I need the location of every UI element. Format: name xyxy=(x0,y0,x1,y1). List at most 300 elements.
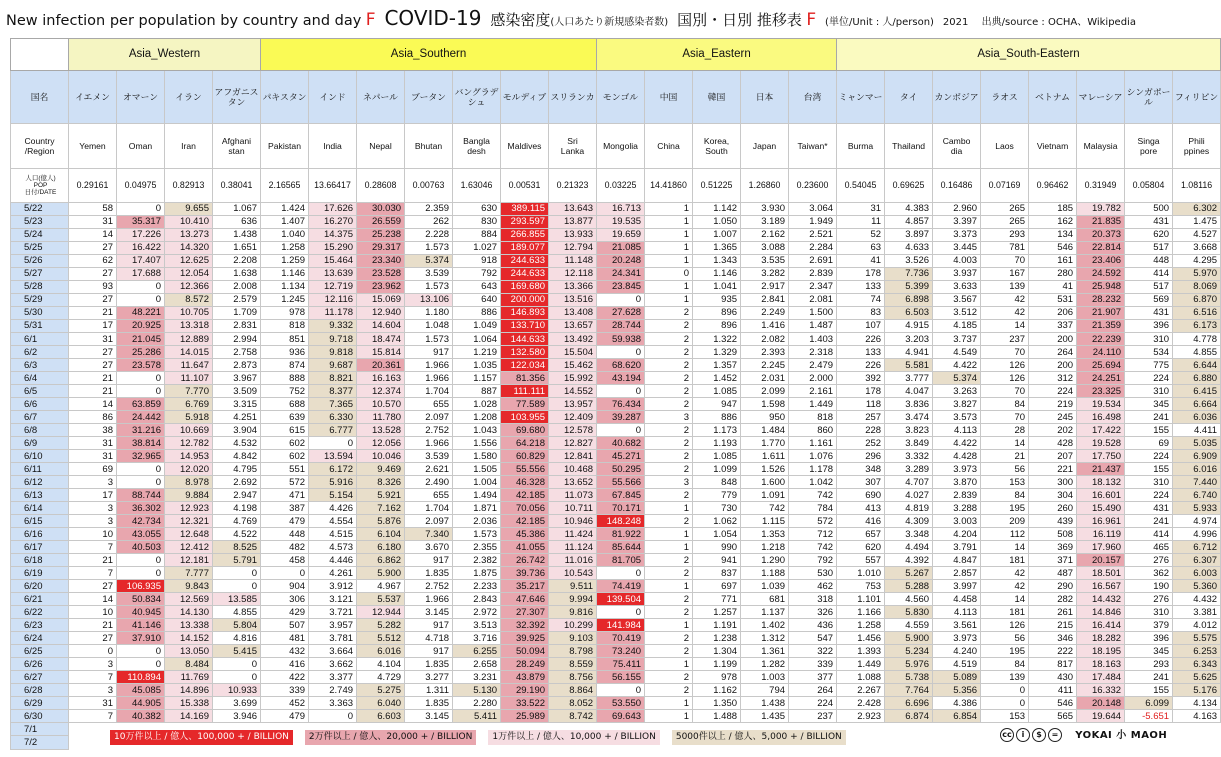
value-cell: 479 xyxy=(261,710,309,723)
value-cell: 1.835 xyxy=(405,658,453,671)
value-cell: 10 xyxy=(69,528,117,541)
value-cell: 1.598 xyxy=(741,398,789,411)
value-cell: 6.603 xyxy=(357,710,405,723)
value-cell: 21 xyxy=(69,619,117,632)
region-header-row xyxy=(11,39,1221,71)
country-jp-name: バングラデシュ xyxy=(453,71,501,124)
value-cell: 1.238 xyxy=(693,632,741,645)
value-cell: 5.234 xyxy=(885,645,933,658)
value-cell: 153 xyxy=(981,710,1029,723)
value-cell: 2.228 xyxy=(405,228,453,241)
value-cell: 2.031 xyxy=(741,372,789,385)
value-cell: 4.386 xyxy=(933,697,981,710)
value-cell: 178 xyxy=(837,267,885,280)
value-cell: 1.573 xyxy=(453,528,501,541)
value-cell: 1.048 xyxy=(405,319,453,332)
value-cell: 1.949 xyxy=(789,215,837,228)
value-cell: 1.208 xyxy=(453,411,501,424)
value-cell: 9.655 xyxy=(165,202,213,215)
value-cell: 36.302 xyxy=(117,502,165,515)
value-cell: 2.621 xyxy=(405,463,453,476)
value-cell: 6.253 xyxy=(1173,645,1221,658)
value-cell: 81.922 xyxy=(597,528,645,541)
value-cell: 7 xyxy=(69,671,117,684)
value-cell: 2.839 xyxy=(789,267,837,280)
value-cell: 5.411 xyxy=(453,710,501,723)
value-cell: 636 xyxy=(213,215,261,228)
value-cell: 2.839 xyxy=(933,489,981,502)
value-cell: 9.994 xyxy=(549,593,597,606)
nc-icon: $ xyxy=(1032,728,1046,742)
value-cell: 1.357 xyxy=(693,359,741,372)
value-cell: 3.539 xyxy=(405,267,453,280)
value-cell: 4.163 xyxy=(1173,710,1221,723)
value-cell: 20.157 xyxy=(1077,554,1125,567)
value-cell: 752 xyxy=(261,385,309,398)
value-cell: 2.099 xyxy=(741,385,789,398)
value-cell: 59.938 xyxy=(597,333,645,346)
value-cell: 3.957 xyxy=(309,619,357,632)
title-unit: (単位/Unit : 人/person) xyxy=(825,17,934,28)
country-en-name: Bhutan xyxy=(405,123,453,168)
value-cell: 1.343 xyxy=(693,254,741,267)
value-cell: 0 xyxy=(645,267,693,280)
value-cell: 0 xyxy=(309,710,357,723)
value-cell: 2.081 xyxy=(789,293,837,306)
value-cell: 296 xyxy=(837,450,885,463)
value-cell: 67.845 xyxy=(597,489,645,502)
value-cell: 224 xyxy=(1029,385,1077,398)
date-cell: 6/27 xyxy=(11,671,69,684)
value-cell: 462 xyxy=(789,580,837,593)
date-cell: 5/26 xyxy=(11,254,69,267)
table-row xyxy=(11,372,1221,385)
value-cell: 37.910 xyxy=(117,632,165,645)
value-cell: 547 xyxy=(789,632,837,645)
value-cell: 1.402 xyxy=(741,619,789,632)
value-cell: 377 xyxy=(789,671,837,684)
value-cell: 2 xyxy=(645,606,693,619)
value-cell: 40.682 xyxy=(597,437,645,450)
value-cell: 32.965 xyxy=(117,450,165,463)
value-cell: 5.267 xyxy=(885,567,933,580)
value-cell: 2.233 xyxy=(453,580,501,593)
value-cell: 293 xyxy=(981,228,1029,241)
value-cell: 14 xyxy=(981,319,1029,332)
value-cell: 886 xyxy=(693,411,741,424)
date-cell: 6/17 xyxy=(11,541,69,554)
value-cell: 1.638 xyxy=(213,267,261,280)
value-cell: 17.422 xyxy=(1077,424,1125,437)
value-cell: 185 xyxy=(1029,202,1077,215)
value-cell: 221 xyxy=(1029,463,1077,476)
value-cell: 241 xyxy=(1125,671,1173,684)
value-cell: 1.064 xyxy=(453,333,501,346)
value-cell: 1.438 xyxy=(213,228,261,241)
value-cell: 3.567 xyxy=(933,293,981,306)
value-cell: 3.670 xyxy=(405,541,453,554)
value-cell: 6.307 xyxy=(1173,554,1221,567)
value-cell: 13.528 xyxy=(357,424,405,437)
value-cell: 13.366 xyxy=(549,280,597,293)
value-cell: 3.561 xyxy=(933,619,981,632)
value-cell: 11.178 xyxy=(309,306,357,319)
country-en-name: Taiwan* xyxy=(789,123,837,168)
value-cell: 10.299 xyxy=(549,619,597,632)
population-corner-label: 人口(億人) POP 日付/DATE xyxy=(24,175,57,197)
value-cell: 1.365 xyxy=(693,241,741,254)
value-cell: 5.288 xyxy=(885,580,933,593)
value-cell: 1.101 xyxy=(837,593,885,606)
date-cell: 5/25 xyxy=(11,241,69,254)
value-cell: 15.814 xyxy=(357,346,405,359)
country-jp-name: スリランカ xyxy=(549,71,597,124)
value-cell: 40.382 xyxy=(117,710,165,723)
value-cell: 5.512 xyxy=(357,632,405,645)
value-cell: 0 xyxy=(69,645,117,658)
value-cell: 27 xyxy=(69,359,117,372)
value-cell: 195 xyxy=(981,502,1029,515)
value-cell: 11.647 xyxy=(165,359,213,372)
value-cell: 2.036 xyxy=(453,515,501,528)
country-jp-name: ネパール xyxy=(357,71,405,124)
value-cell: 3.526 xyxy=(885,254,933,267)
value-cell: 0 xyxy=(261,567,309,580)
value-cell: 8.559 xyxy=(549,658,597,671)
value-cell: 4.522 xyxy=(213,528,261,541)
value-cell: 28.744 xyxy=(597,319,645,332)
value-cell: 10.468 xyxy=(549,463,597,476)
value-cell: 837 xyxy=(693,567,741,580)
value-cell: 436 xyxy=(789,619,837,632)
value-cell: 12.794 xyxy=(549,241,597,254)
value-cell: 655 xyxy=(405,398,453,411)
value-cell: 110.894 xyxy=(117,671,165,684)
table-row xyxy=(11,424,1221,437)
value-cell: 155 xyxy=(1125,463,1173,476)
value-cell: 0 xyxy=(117,476,165,489)
license-area xyxy=(1000,726,1167,746)
value-cell: 13.657 xyxy=(549,319,597,332)
country-en-name: Afghani stan xyxy=(213,123,261,168)
value-cell: 2.758 xyxy=(213,346,261,359)
value-cell: 3.397 xyxy=(933,215,981,228)
value-cell: 3.348 xyxy=(885,528,933,541)
value-cell: 9.843 xyxy=(165,580,213,593)
country-en-name: Pakistan xyxy=(261,123,309,168)
table-row xyxy=(11,515,1221,528)
value-cell: 12.118 xyxy=(549,267,597,280)
value-cell: 14.375 xyxy=(309,228,357,241)
value-cell: 73.240 xyxy=(597,645,645,658)
value-cell: 12.625 xyxy=(165,254,213,267)
table-row xyxy=(11,202,1221,215)
value-cell: 1.494 xyxy=(453,489,501,502)
value-cell: 0 xyxy=(213,671,261,684)
value-cell: 293 xyxy=(1125,658,1173,671)
value-cell: 1 xyxy=(645,619,693,632)
value-cell: 6.255 xyxy=(453,645,501,658)
date-cell: 6/2 xyxy=(11,346,69,359)
value-cell: 60.829 xyxy=(501,450,549,463)
value-cell: 6.664 xyxy=(1173,398,1221,411)
value-cell: 206 xyxy=(1029,306,1077,319)
population-value: 0.00531 xyxy=(501,169,549,202)
value-cell: 86 xyxy=(69,411,117,424)
value-cell: 339 xyxy=(261,684,309,697)
value-cell: 792 xyxy=(453,267,501,280)
table-row xyxy=(11,228,1221,241)
value-cell: 1.449 xyxy=(789,398,837,411)
value-cell: 2.382 xyxy=(453,554,501,567)
value-cell: 14 xyxy=(981,593,1029,606)
value-cell: 2.857 xyxy=(933,567,981,580)
value-cell: 31 xyxy=(69,333,117,346)
value-cell: 771 xyxy=(693,593,741,606)
value-cell: 8.756 xyxy=(549,671,597,684)
value-cell: 950 xyxy=(741,411,789,424)
table-row xyxy=(11,306,1221,319)
value-cell: 0 xyxy=(597,293,645,306)
country-en-name: Sri Lanka xyxy=(549,123,597,168)
value-cell: 4.240 xyxy=(933,645,981,658)
value-cell: 6.777 xyxy=(309,424,357,437)
value-cell: 1.099 xyxy=(693,463,741,476)
value-cell: 1.403 xyxy=(789,333,837,346)
title-f2: F xyxy=(806,10,817,30)
value-cell: 346 xyxy=(1029,632,1077,645)
value-cell: 12.841 xyxy=(549,450,597,463)
value-cell: 153 xyxy=(981,476,1029,489)
title-source: 出典/source : OCHA、Wikipedia xyxy=(981,17,1136,28)
value-cell: 15.290 xyxy=(309,241,357,254)
value-cell: 293.597 xyxy=(501,215,549,228)
value-cell: 4.422 xyxy=(933,437,981,450)
value-cell: 0 xyxy=(981,697,1029,710)
legend-item: 1万件以上 / 億人、10,000 + / BILLION xyxy=(488,730,659,745)
date-cell: 6/12 xyxy=(11,476,69,489)
value-cell: 42 xyxy=(981,293,1029,306)
value-cell: 2 xyxy=(645,593,693,606)
value-cell: 1.161 xyxy=(789,437,837,450)
value-cell: 430 xyxy=(1029,671,1077,684)
value-cell: 416 xyxy=(837,515,885,528)
value-cell: 5.130 xyxy=(453,684,501,697)
value-cell: 1.157 xyxy=(453,372,501,385)
value-cell: 2.873 xyxy=(213,359,261,372)
value-cell: 3.363 xyxy=(309,697,357,710)
value-cell: 643 xyxy=(453,280,501,293)
value-cell: 3.189 xyxy=(741,215,789,228)
table-row xyxy=(11,267,1221,280)
country-en-name: Mongolia xyxy=(597,123,645,168)
value-cell: 24.251 xyxy=(1077,372,1125,385)
value-cell: 3.509 xyxy=(213,385,261,398)
value-cell: 2 xyxy=(645,645,693,658)
value-cell: 4.027 xyxy=(885,489,933,502)
value-cell: 4.515 xyxy=(309,528,357,541)
value-cell: 730 xyxy=(693,502,741,515)
value-cell: 0 xyxy=(117,463,165,476)
date-cell: 6/22 xyxy=(11,606,69,619)
value-cell: 1.282 xyxy=(741,658,789,671)
value-cell: 24.110 xyxy=(1077,346,1125,359)
value-cell: 14 xyxy=(69,228,117,241)
value-cell: 12.366 xyxy=(165,280,213,293)
value-cell: 792 xyxy=(789,554,837,567)
value-cell: 11.016 xyxy=(549,554,597,567)
value-cell: 978 xyxy=(261,306,309,319)
value-cell: 4.198 xyxy=(213,502,261,515)
title-jp: 感染密度 xyxy=(490,11,551,29)
value-cell: 237 xyxy=(789,710,837,723)
value-cell: 4.432 xyxy=(1173,593,1221,606)
value-cell: 1.258 xyxy=(261,241,309,254)
value-cell: 1 xyxy=(645,215,693,228)
value-cell: 2.917 xyxy=(741,280,789,293)
value-cell: 0 xyxy=(117,202,165,215)
table-row xyxy=(11,671,1221,684)
date-cell: 7/1 xyxy=(11,723,69,736)
value-cell: 1.435 xyxy=(741,710,789,723)
value-cell: 103.955 xyxy=(501,411,549,424)
value-cell: 318 xyxy=(789,593,837,606)
date-cell: 6/11 xyxy=(11,463,69,476)
value-cell: 14.896 xyxy=(165,684,213,697)
value-cell: 4.458 xyxy=(933,593,981,606)
value-cell: 1.039 xyxy=(741,580,789,593)
value-cell: 84 xyxy=(981,658,1029,671)
value-cell: 6.644 xyxy=(1173,359,1221,372)
value-cell: 1.322 xyxy=(693,333,741,346)
value-cell: 3.289 xyxy=(885,463,933,476)
value-cell: 31 xyxy=(69,215,117,228)
country-en-name: Oman xyxy=(117,123,165,168)
value-cell: 84 xyxy=(981,398,1029,411)
value-cell: 1.438 xyxy=(741,697,789,710)
value-cell: 5.035 xyxy=(1173,437,1221,450)
value-cell: 5.154 xyxy=(309,489,357,502)
value-cell: 690 xyxy=(837,489,885,502)
value-cell: 2.162 xyxy=(741,228,789,241)
value-cell: 27 xyxy=(69,580,117,593)
value-cell: 1.500 xyxy=(789,306,837,319)
value-cell: 896 xyxy=(693,306,741,319)
value-cell: 4.554 xyxy=(309,515,357,528)
value-cell: 3.263 xyxy=(933,385,981,398)
population-value: 0.21323 xyxy=(549,169,597,202)
value-cell: 4.309 xyxy=(885,515,933,528)
value-cell: 602 xyxy=(261,450,309,463)
value-cell: 14.015 xyxy=(165,346,213,359)
value-cell: 5.537 xyxy=(357,593,405,606)
value-cell: 428 xyxy=(1029,437,1077,450)
population-value: 1.63046 xyxy=(453,169,501,202)
value-cell: 8.742 xyxy=(549,710,597,723)
value-cell: 5.921 xyxy=(357,489,405,502)
value-cell: 2 xyxy=(645,554,693,567)
value-cell: 12.056 xyxy=(357,437,405,450)
value-cell: 69.680 xyxy=(501,424,549,437)
country-en-name: Yemen xyxy=(69,123,117,168)
value-cell: 15.462 xyxy=(549,359,597,372)
country-en-name: Burma xyxy=(837,123,885,168)
value-cell: 11 xyxy=(837,215,885,228)
country-jp-name: タイ xyxy=(885,71,933,124)
country-jp-corner: 国名 xyxy=(11,71,69,124)
value-cell: 851 xyxy=(261,333,309,346)
country-jp-name: ベトナム xyxy=(1029,71,1077,124)
value-cell: 1.259 xyxy=(261,254,309,267)
value-cell: 312 xyxy=(1029,372,1077,385)
value-cell: 12.181 xyxy=(165,554,213,567)
value-cell: 21 xyxy=(69,385,117,398)
value-cell: 4.446 xyxy=(309,554,357,567)
value-cell: 1.050 xyxy=(693,215,741,228)
value-cell: 5.791 xyxy=(213,554,261,567)
value-cell: 8.326 xyxy=(357,476,405,489)
value-cell: 3 xyxy=(69,684,117,697)
value-cell: 9.718 xyxy=(309,333,357,346)
value-cell: 1.085 xyxy=(693,385,741,398)
value-cell: 657 xyxy=(837,528,885,541)
country-en-name: China xyxy=(645,123,693,168)
value-cell: 74.419 xyxy=(597,580,645,593)
value-cell: 252 xyxy=(837,437,885,450)
value-cell: 3 xyxy=(645,476,693,489)
date-cell: 6/24 xyxy=(11,632,69,645)
value-cell: 387 xyxy=(261,502,309,515)
value-cell: 15.992 xyxy=(549,372,597,385)
value-cell: 76.434 xyxy=(597,398,645,411)
value-cell: 5.738 xyxy=(885,671,933,684)
value-cell: 202 xyxy=(1029,424,1077,437)
value-cell: 431 xyxy=(1125,306,1173,319)
value-cell: 16.332 xyxy=(1077,684,1125,697)
value-cell: 3.277 xyxy=(405,671,453,684)
value-cell: 5.575 xyxy=(1173,632,1221,645)
value-cell: 262 xyxy=(405,215,453,228)
value-cell: 5.933 xyxy=(1173,502,1221,515)
value-cell: 155 xyxy=(1125,684,1173,697)
table-row xyxy=(11,437,1221,450)
value-cell: 12.569 xyxy=(165,593,213,606)
value-cell: 11.769 xyxy=(165,671,213,684)
value-cell: 17 xyxy=(69,489,117,502)
value-cell: 42 xyxy=(981,306,1029,319)
table-row xyxy=(11,411,1221,424)
date-cell: 6/6 xyxy=(11,398,69,411)
value-cell: 14.320 xyxy=(165,241,213,254)
value-cell: 14.604 xyxy=(357,319,405,332)
value-cell: 429 xyxy=(261,606,309,619)
value-cell: 27.628 xyxy=(597,306,645,319)
date-cell: 6/3 xyxy=(11,359,69,372)
value-cell: 465 xyxy=(1125,541,1173,554)
value-cell: 12.940 xyxy=(357,306,405,319)
value-cell: 1.875 xyxy=(453,567,501,580)
value-cell: 941 xyxy=(693,554,741,567)
value-cell: 43.879 xyxy=(501,671,549,684)
value-cell: -5.651 xyxy=(1125,710,1173,723)
value-cell: 10.410 xyxy=(165,215,213,228)
value-cell: 245 xyxy=(1029,411,1077,424)
population-value: 0.05804 xyxy=(1125,169,1173,202)
value-cell: 132.580 xyxy=(501,346,549,359)
value-cell: 307 xyxy=(837,476,885,489)
value-cell: 1.067 xyxy=(213,202,261,215)
value-cell: 14.432 xyxy=(1077,593,1125,606)
